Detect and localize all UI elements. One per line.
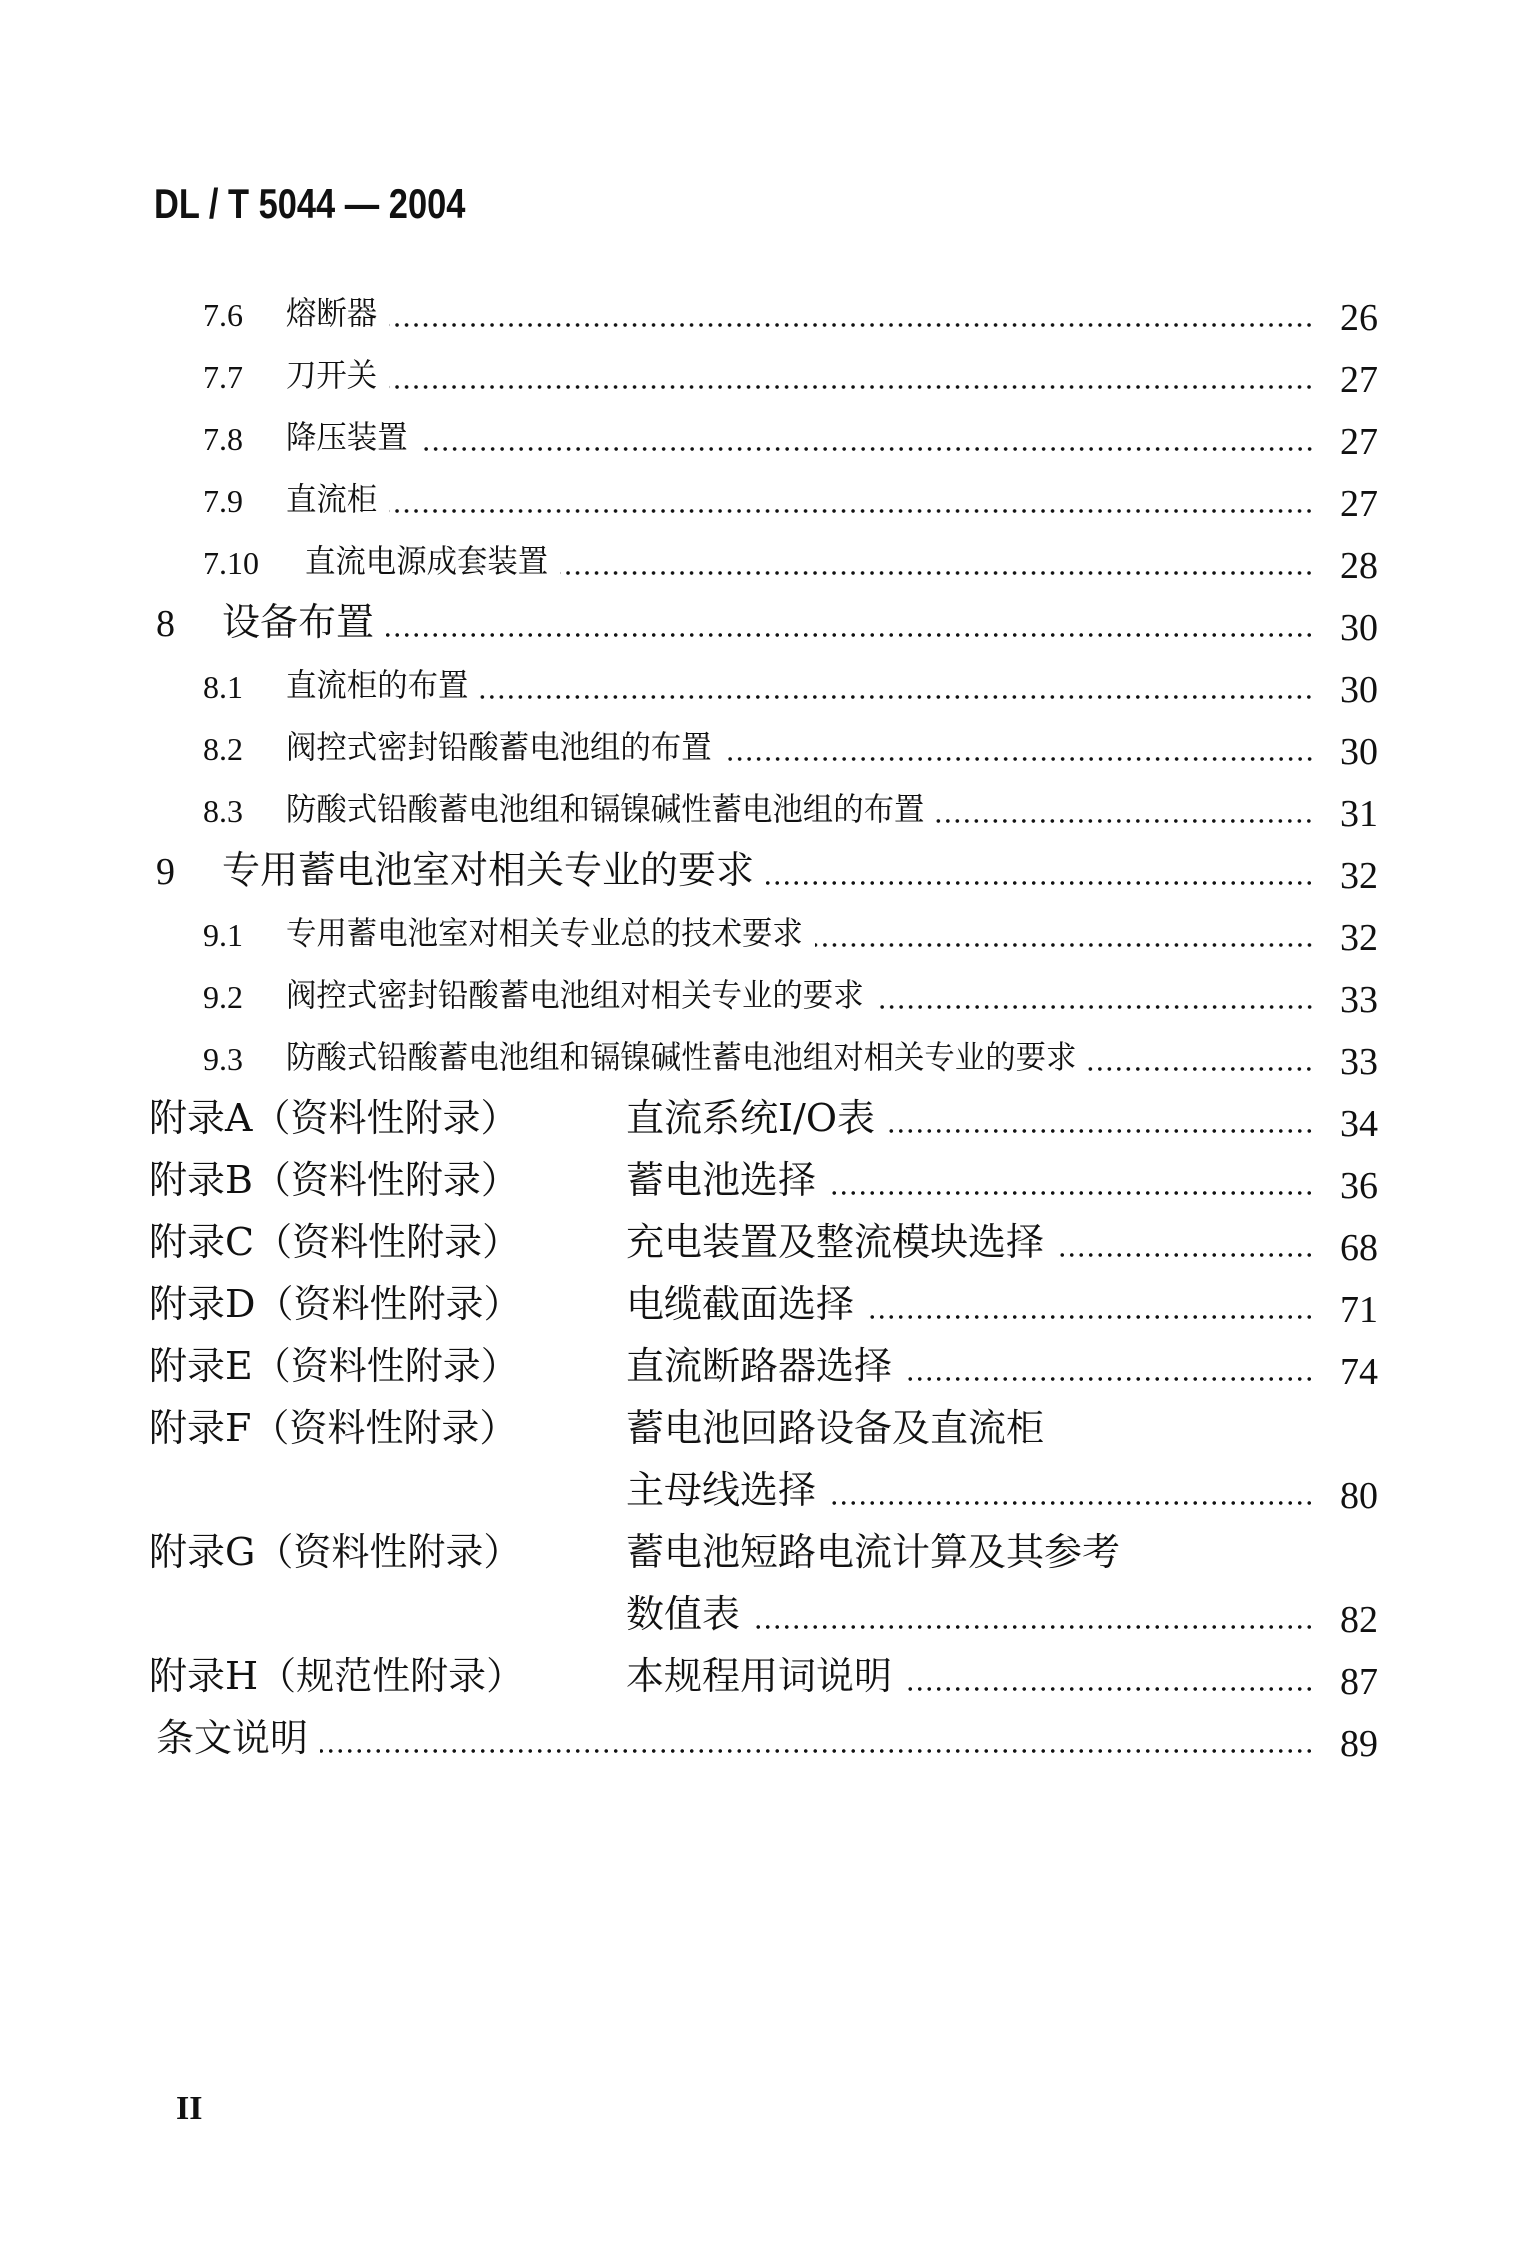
toc-entry[interactable] xyxy=(0,466,1536,528)
dot-leader xyxy=(389,322,1314,328)
toc-entry-title: 蓄电池短路电流计算及其参考 xyxy=(626,1530,1121,1574)
toc-entry-number: 7.6 xyxy=(203,297,243,333)
toc-entry-page: 30 xyxy=(1340,607,1378,649)
toc-entry-title: 设备布置 xyxy=(222,600,375,644)
toc-entry-number: 附录A（资料性附录） xyxy=(149,1096,519,1140)
toc-entry-number: 9.3 xyxy=(203,1041,243,1077)
dot-leader xyxy=(766,880,1314,886)
toc-entry-page: 32 xyxy=(1340,855,1378,897)
dot-leader xyxy=(1088,1066,1314,1072)
toc-entry[interactable] xyxy=(0,1024,1536,1086)
toc-entry[interactable] xyxy=(0,652,1536,714)
toc-entry-page: 27 xyxy=(1340,483,1378,525)
toc-entry[interactable] xyxy=(0,900,1536,962)
toc-entry-title: 主母线选择 xyxy=(626,1468,817,1512)
toc-entry-number: 9.2 xyxy=(203,979,243,1015)
toc-entry-title: 数值表 xyxy=(626,1592,741,1636)
toc-entry-page: 36 xyxy=(1340,1165,1378,1207)
toc-entry-number: 9.1 xyxy=(203,917,243,953)
toc-entry-number: 附录D（资料性附录） xyxy=(149,1282,522,1326)
dot-leader xyxy=(936,818,1314,824)
dot-leader xyxy=(887,1128,1314,1134)
dot-leader xyxy=(386,632,1314,638)
toc-entry-title: 充电装置及整流模块选择 xyxy=(626,1220,1045,1264)
toc-entry-title: 防酸式铅酸蓄电池组和镉镍碱性蓄电池组的布置 xyxy=(286,790,925,828)
toc-entry[interactable] xyxy=(0,342,1536,404)
toc-entry-number: 7.7 xyxy=(203,359,243,395)
toc-entry-page: 89 xyxy=(1340,1723,1378,1765)
toc-entry[interactable] xyxy=(0,528,1536,590)
dot-leader xyxy=(724,756,1314,762)
toc-entry-page: 34 xyxy=(1340,1103,1378,1145)
dot-leader xyxy=(420,446,1314,452)
toc-entry-page: 33 xyxy=(1340,1041,1378,1083)
toc-entry-number: 附录C（资料性附录） xyxy=(149,1220,521,1264)
dot-leader xyxy=(389,384,1314,390)
toc-entry-page: 87 xyxy=(1340,1661,1378,1703)
toc-entry-title: 熔断器 xyxy=(286,294,378,332)
toc-entry-page: 74 xyxy=(1340,1351,1378,1393)
toc-entry[interactable] xyxy=(0,404,1536,466)
toc-entry-title: 降压装置 xyxy=(286,418,408,456)
toc-entry-number: 7.9 xyxy=(203,483,243,519)
toc-entry-title: 直流系统I/O表 xyxy=(626,1096,875,1140)
toc-entry[interactable] xyxy=(0,838,1536,900)
dot-leader xyxy=(1056,1252,1314,1258)
toc-entry[interactable] xyxy=(0,1706,1536,1768)
toc-entry-title: 防酸式铅酸蓄电池组和镉镍碱性蓄电池组对相关专业的要求 xyxy=(286,1038,1077,1076)
toc-entry-page: 30 xyxy=(1340,731,1378,773)
toc-entry-page: 26 xyxy=(1340,297,1378,339)
dot-leader xyxy=(480,694,1314,700)
dot-leader xyxy=(828,1500,1314,1506)
dot-leader xyxy=(389,508,1314,514)
toc-entry-title: 本规程用词说明 xyxy=(626,1654,893,1698)
dot-leader xyxy=(560,570,1314,576)
toc-entry-number: 8.1 xyxy=(203,669,243,705)
toc-entry[interactable] xyxy=(0,1582,1536,1644)
toc-entry-title: 直流柜的布置 xyxy=(286,666,469,704)
toc-entry-page: 33 xyxy=(1340,979,1378,1021)
toc-entry[interactable] xyxy=(0,280,1536,342)
toc-entry-page: 31 xyxy=(1340,793,1378,835)
toc-entry-title: 专用蓄电池室对相关专业的要求 xyxy=(222,848,755,892)
toc-entry[interactable] xyxy=(0,1396,1536,1458)
toc-entry-title: 直流断路器选择 xyxy=(626,1344,893,1388)
toc-entry[interactable] xyxy=(0,1210,1536,1272)
toc-entry-title: 蓄电池回路设备及直流柜 xyxy=(626,1406,1045,1450)
dot-leader xyxy=(904,1686,1314,1692)
toc-entry-title: 电缆截面选择 xyxy=(626,1282,855,1326)
toc-entry-title: 阀控式密封铅酸蓄电池组的布置 xyxy=(286,728,712,766)
toc-entry-title: 直流柜 xyxy=(286,480,378,518)
toc-entry-number: 附录E（资料性附录） xyxy=(149,1344,519,1388)
toc-entry-title: 直流电源成套装置 xyxy=(305,542,549,580)
toc-entry[interactable] xyxy=(0,1458,1536,1520)
toc-entry-title: 阀控式密封铅酸蓄电池组对相关专业的要求 xyxy=(286,976,864,1014)
toc-entry[interactable] xyxy=(0,962,1536,1024)
toc-entry-number: 附录B（资料性附录） xyxy=(149,1158,519,1202)
toc-entry-page: 82 xyxy=(1340,1599,1378,1641)
toc-entry[interactable] xyxy=(0,1272,1536,1334)
toc-entry[interactable] xyxy=(0,1520,1536,1582)
toc-entry-title: 刀开关 xyxy=(286,356,378,394)
dot-leader xyxy=(320,1748,1314,1754)
toc-entry-page: 30 xyxy=(1340,669,1378,711)
page-number: II xyxy=(176,2090,203,2127)
toc-entry-number: 附录F（资料性附录） xyxy=(149,1406,518,1450)
toc-entry-number: 附录H（规范性附录） xyxy=(149,1654,525,1698)
dot-leader xyxy=(815,942,1314,948)
dot-leader xyxy=(828,1190,1314,1196)
toc-entry-number: 附录G（资料性附录） xyxy=(149,1530,522,1574)
toc-entry-page: 27 xyxy=(1340,359,1378,401)
document-header: DL / T 5044 — 2004 xyxy=(154,180,466,227)
dot-leader xyxy=(866,1314,1314,1320)
dot-leader xyxy=(904,1376,1314,1382)
toc-entry-page: 32 xyxy=(1340,917,1378,959)
toc-entry-number: 条文说明 xyxy=(156,1718,309,1760)
toc-entry-page: 71 xyxy=(1340,1289,1378,1331)
toc-entry[interactable] xyxy=(0,590,1536,652)
toc-entry-number: 8 xyxy=(156,603,175,645)
toc-entry-page: 68 xyxy=(1340,1227,1378,1269)
toc-entry-number: 9 xyxy=(156,851,175,893)
toc-entry-page: 28 xyxy=(1340,545,1378,587)
toc-entry[interactable] xyxy=(0,714,1536,776)
toc-entry[interactable] xyxy=(0,776,1536,838)
toc-entry[interactable] xyxy=(0,1148,1536,1210)
toc-entry-number: 8.2 xyxy=(203,731,243,767)
toc-entry-page: 27 xyxy=(1340,421,1378,463)
table-of-contents xyxy=(0,280,1536,1768)
toc-entry-number: 7.10 xyxy=(203,545,259,581)
toc-entry-title: 蓄电池选择 xyxy=(626,1158,817,1202)
toc-entry-title: 专用蓄电池室对相关专业总的技术要求 xyxy=(286,914,803,952)
toc-entry[interactable] xyxy=(0,1334,1536,1396)
dot-leader xyxy=(752,1624,1314,1630)
dot-leader xyxy=(876,1004,1314,1010)
toc-entry-number: 7.8 xyxy=(203,421,243,457)
toc-entry-number: 8.3 xyxy=(203,793,243,829)
toc-entry[interactable] xyxy=(0,1644,1536,1706)
toc-entry-page: 80 xyxy=(1340,1475,1378,1517)
toc-entry[interactable] xyxy=(0,1086,1536,1148)
